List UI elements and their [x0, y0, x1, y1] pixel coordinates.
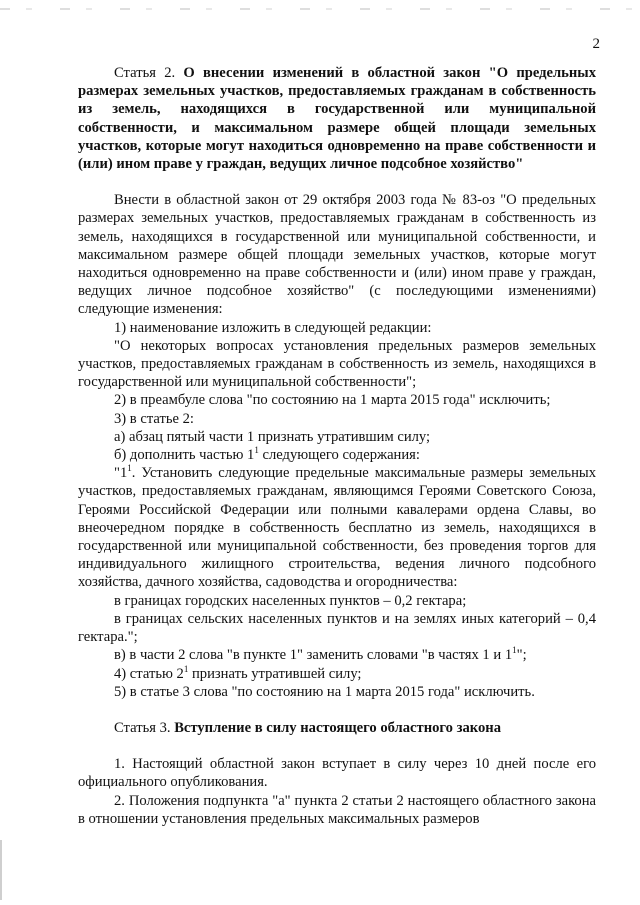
item-5: 5) в статье 3 слова "по состоянию на 1 марта 2015 года" исключить. [114, 683, 535, 700]
article-3-label: Статья 3. [114, 719, 171, 736]
item-2: 2) в преамбуле слова "по состоянию на 1 марта 2015 года" исключить; [114, 392, 551, 409]
article-2-title: О внесении изменений в областной закон "О предельных размерах земельных участков, предоставляемых гражданам в собственность из земель, находящихся в государственной или муниципальной собственности, и максимальном размере общей площади земельных участков, которые могут находиться одновременно на праве собственности и (или) ином праве у граждан, ведущих личное подсобное хозяйство" [78, 65, 596, 173]
article-2-heading [78, 64, 596, 173]
item-3: 3) в статье 2: [114, 410, 194, 427]
page-number: 2 [592, 36, 600, 52]
article-3-heading [78, 719, 596, 737]
rural-limit: в границах сельских населенных пунктов и на землях иных категорий – 0,4 гектара."; [78, 610, 596, 646]
document-body [78, 64, 596, 828]
item-3a: а) абзац пятый части 1 признать утратившим силу; [114, 428, 431, 445]
item-3v: в) в части 2 слова "в пункте 1" заменить словами "в частях 1 и $1^1$"; [114, 645, 527, 664]
scan-artifact-top [0, 8, 640, 10]
article-2-label: Статья 2. [114, 65, 176, 81]
scan-artifact-left [0, 840, 2, 900]
article-3-paragraph-2: 2. Положения подпункта "а" пункта 2 статьи 2 настоящего областного закона в отношении установления предельных максимальных размеров [78, 792, 596, 827]
item-3b: б) дополнить частью $1^1$ следующего содержания: [114, 445, 420, 464]
quoted-part: "$1^1$. Установить следующие предельные максимальные размеры земельных участков, предоставляемых гражданам, являющимся Героями Советского Союза, Героями Российской Федерации или полными кавалерами ордена Славы, во внеочередном порядке в собственность бесплатно из земель, находящихся в государственной или муниципальной собственности, без проведения торгов для индивидуального жилищного строительства, ведения личного подсобного хозяйства, дачного хозяйства, садоводства и огородничества: [78, 463, 596, 591]
article-3-paragraph-1: 1. Настоящий областной закон вступает в силу через 10 дней после его официального опубликования. [78, 756, 596, 791]
item-1: 1) наименование изложить в следующей редакции: [114, 319, 432, 336]
item-1-text: "О некоторых вопросах установления предельных размеров земельных участков, предоставляемых гражданам в собственность из земель, находящихся в государственной или муниципальной собственности"; [78, 337, 596, 391]
urban-limit: в границах городских населенных пунктов – 0,2 гектара; [114, 592, 467, 609]
article-3-title: Вступление в силу настоящего областного закона [174, 719, 501, 736]
intro-paragraph: Внести в областной закон от 29 октября 2003 года № 83-оз "О предельных размерах земельных участков, предоставляемых гражданам в собственность из земель, находящихся в государственной или муниципальной собственности, и максимальном размере общей площади земельных участков, которые могут находиться одновременно на праве собственности и (или) ином праве у граждан, ведущих личное подсобное хозяйство" (с последующими изменениями) следующие изменения: [78, 192, 596, 318]
item-4: 4) статью $2^1$ признать утратившей силу; [114, 663, 362, 682]
